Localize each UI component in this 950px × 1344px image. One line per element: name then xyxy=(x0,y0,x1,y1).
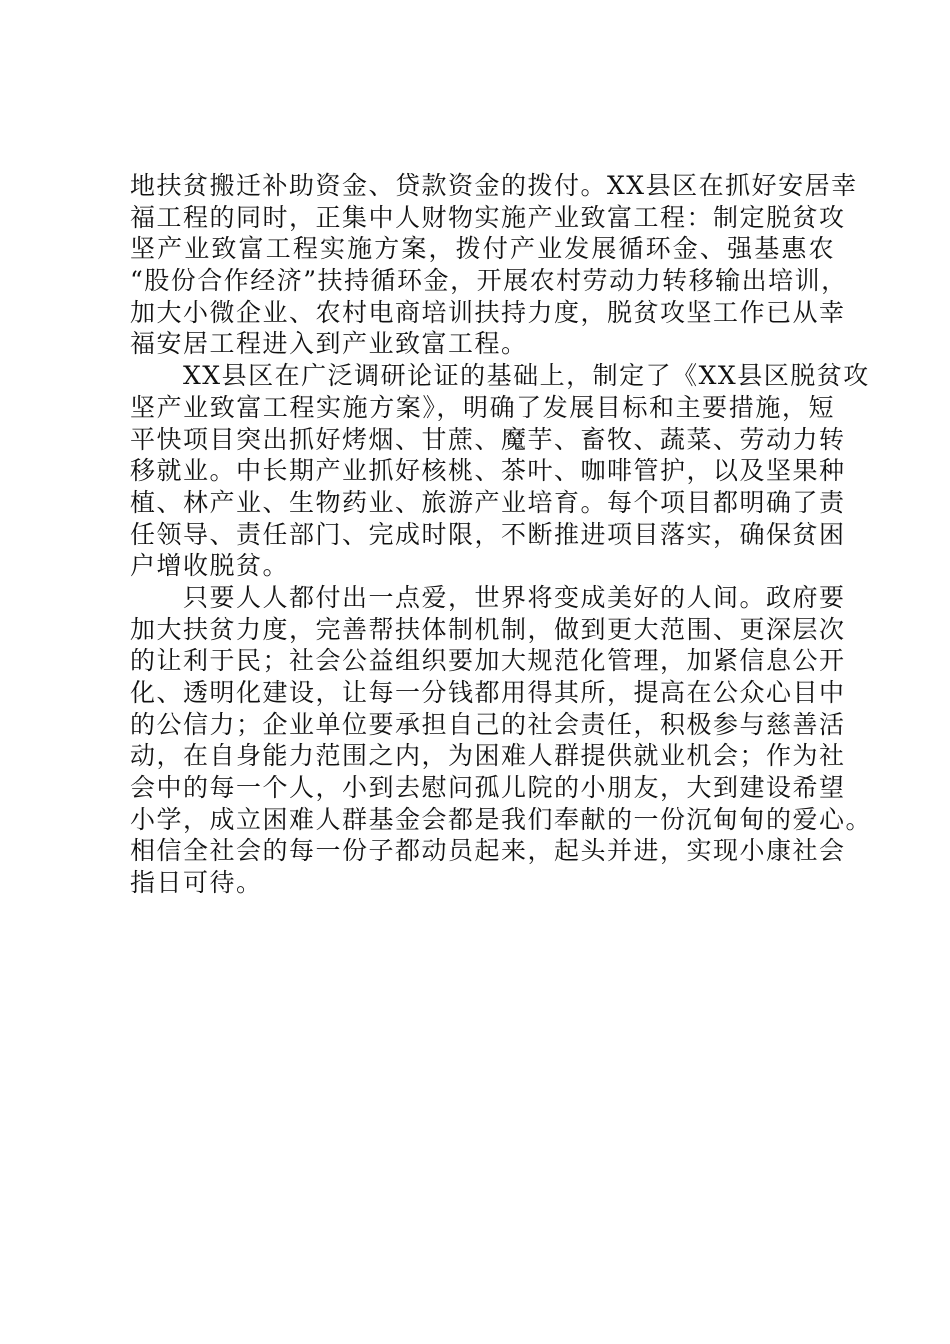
text-line: 坚产业致富工程实施方案》，明确了发展目标和主要措施，短 xyxy=(130,392,835,422)
text-line: 移就业。中长期产业抓好核桃、茶叶、咖啡管护，以及坚果种 xyxy=(130,456,846,486)
text-line: 的让利于民；社会公益组织要加大规范化管理，加紧信息公开 xyxy=(130,646,846,676)
text-line: 加大小微企业、农村电商培训扶持力度，脱贫攻坚工作已从幸 xyxy=(130,297,846,327)
text-line: XX县区在广泛调研论证的基础上，制定了《XX县区脱贫攻 xyxy=(130,361,870,391)
text-line: 动，在自身能力范围之内，为困难人群提供就业机会；作为社 xyxy=(130,741,846,771)
document-body xyxy=(130,170,873,899)
text-line: 植、林产业、生物药业、旅游产业培育。每个项目都明确了责 xyxy=(130,487,846,517)
text-line: 任领导、责任部门、完成时限，不断推进项目落实，确保贫困 xyxy=(130,519,846,549)
text-line: “股份合作经济”扶持循环金，开展农村劳动力转移输出培训， xyxy=(130,266,848,296)
text-line: 坚产业致富工程实施方案，拨付产业发展循环金、强基惠农 xyxy=(130,234,835,264)
text-line: 指日可待。 xyxy=(130,868,263,898)
text-line: 相信全社会的每一份子都动员起来，起头并进，实现小康社会 xyxy=(130,836,846,866)
text-line: 福工程的同时，正集中人财物实施产业致富工程：制定脱贫攻 xyxy=(130,202,846,232)
text-line: 福安居工程进入到产业致富工程。 xyxy=(130,329,528,359)
text-line: 只要人人都付出一点爱，世界将变成美好的人间。政府要 xyxy=(130,582,846,612)
text-line: 平快项目突出抓好烤烟、甘蔗、魔芋、畜牧、蔬菜、劳动力转 xyxy=(130,424,846,454)
text-line: 的公信力；企业单位要承担自己的社会责任，积极参与慈善活 xyxy=(130,709,846,739)
text-line: 地扶贫搬迁补助资金、贷款资金的拨付。XX县区在抓好安居幸 xyxy=(130,171,858,200)
text-line: 加大扶贫力度，完善帮扶体制机制，做到更大范围、更深层次 xyxy=(130,614,846,644)
text-line: 户增收脱贫。 xyxy=(130,551,290,581)
text-line: 化、透明化建设，让每一分钱都用得其所，提高在公众心目中 xyxy=(130,678,846,707)
text-line: 会中的每一个人，小到去慰问孤儿院的小朋友，大到建设希望 xyxy=(130,773,846,803)
text-line: 小学，成立困难人群基金会都是我们奉献的一份沉甸甸的爱心。 xyxy=(130,804,873,834)
